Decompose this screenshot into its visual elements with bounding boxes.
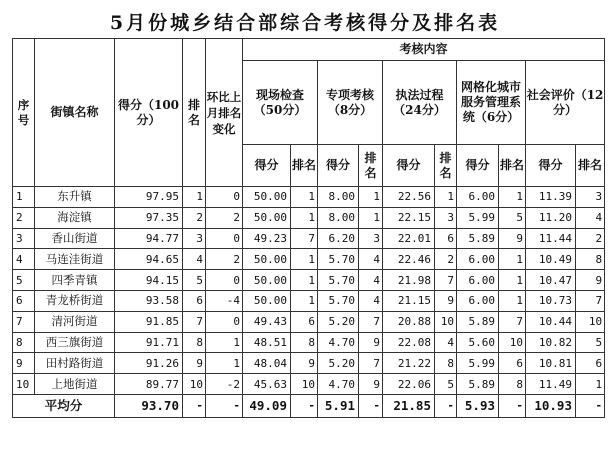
row-item-rank: 10: [499, 332, 526, 353]
row-item-rank: 10: [576, 311, 605, 332]
row-item-rank: 8: [291, 332, 318, 353]
row-item-rank: 10: [291, 374, 318, 395]
subheader-score: 得分: [318, 145, 359, 187]
row-rank-change: -4: [206, 290, 243, 311]
row-item-rank: 1: [359, 187, 383, 208]
row-item-score: 50.00: [243, 270, 291, 291]
row-seq: 4: [13, 249, 35, 270]
subheader-score: 得分: [457, 145, 499, 187]
header-onsite: 现场检查（50分）: [243, 61, 318, 145]
row-street-name: 清河街道: [35, 311, 115, 332]
table-row: [13, 270, 605, 291]
table-row: [13, 311, 605, 332]
row-item-score: 6.20: [318, 228, 359, 249]
row-item-rank: 8: [435, 353, 457, 374]
row-item-score: 8.00: [318, 207, 359, 228]
row-item-score: 20.88: [383, 311, 435, 332]
row-item-score: 11.49: [526, 374, 576, 395]
header-content: 考核内容: [243, 39, 605, 61]
row-item-score: 50.00: [243, 249, 291, 270]
row-item-score: 10.44: [526, 311, 576, 332]
row-item-score: 49.43: [243, 311, 291, 332]
table-row: [13, 290, 605, 311]
average-item-score: 49.09: [243, 394, 291, 417]
header-grid-system: 网格化城市服务管理系统（6分）: [457, 61, 526, 145]
row-item-score: 10.47: [526, 270, 576, 291]
row-rank: 6: [183, 290, 206, 311]
row-item-rank: 5: [435, 374, 457, 395]
average-item-rank: -: [359, 394, 383, 417]
row-item-rank: 4: [576, 207, 605, 228]
row-street-name: 香山街道: [35, 228, 115, 249]
average-item-score: 5.93: [457, 394, 499, 417]
average-item-score: 10.93: [526, 394, 576, 417]
row-item-score: 4.70: [318, 332, 359, 353]
row-seq: 10: [13, 374, 35, 395]
row-seq: 6: [13, 290, 35, 311]
row-seq: 2: [13, 207, 35, 228]
header-rank: 排名: [183, 39, 206, 187]
row-item-score: 22.15: [383, 207, 435, 228]
row-seq: 8: [13, 332, 35, 353]
row-item-rank: 6: [499, 353, 526, 374]
row-item-rank: 4: [359, 270, 383, 291]
row-item-rank: 4: [359, 290, 383, 311]
table-row: [13, 353, 605, 374]
row-item-score: 10.73: [526, 290, 576, 311]
row-item-rank: 1: [291, 290, 318, 311]
subheader-rank: 排名: [435, 145, 457, 187]
row-item-rank: 3: [435, 207, 457, 228]
subheader-score: 得分: [526, 145, 576, 187]
row-total-score: 91.85: [115, 311, 183, 332]
row-item-score: 11.39: [526, 187, 576, 208]
row-item-score: 22.06: [383, 374, 435, 395]
average-item-rank: -: [576, 394, 605, 417]
row-item-rank: 1: [291, 270, 318, 291]
table-row: [13, 207, 605, 228]
row-total-score: 93.58: [115, 290, 183, 311]
row-item-rank: 7: [576, 290, 605, 311]
row-item-score: 22.56: [383, 187, 435, 208]
row-rank: 7: [183, 311, 206, 332]
row-item-rank: 6: [435, 228, 457, 249]
row-seq: 5: [13, 270, 35, 291]
row-seq: 3: [13, 228, 35, 249]
row-item-score: 5.70: [318, 249, 359, 270]
header-special: 专项考核（8分）: [318, 61, 383, 145]
row-item-rank: 10: [435, 311, 457, 332]
row-rank-change: 1: [206, 353, 243, 374]
row-total-score: 91.26: [115, 353, 183, 374]
subheader-rank: 排名: [359, 145, 383, 187]
row-item-score: 5.89: [457, 374, 499, 395]
table-row: [13, 249, 605, 270]
row-item-score: 6.00: [457, 290, 499, 311]
subheader-rank: 排名: [576, 145, 605, 187]
row-total-score: 97.95: [115, 187, 183, 208]
row-item-rank: 9: [499, 228, 526, 249]
row-item-score: 10.81: [526, 353, 576, 374]
row-item-rank: 9: [359, 374, 383, 395]
row-item-score: 4.70: [318, 374, 359, 395]
row-item-rank: 9: [576, 270, 605, 291]
row-item-score: 22.46: [383, 249, 435, 270]
row-item-score: 50.00: [243, 290, 291, 311]
row-item-score: 8.00: [318, 187, 359, 208]
average-item-score: 5.91: [318, 394, 359, 417]
row-street-name: 上地街道: [35, 374, 115, 395]
row-rank: 1: [183, 187, 206, 208]
row-street-name: 青龙桥街道: [35, 290, 115, 311]
header-street: 街镇名称: [35, 39, 115, 187]
row-rank-change: 0: [206, 187, 243, 208]
row-item-score: 10.82: [526, 332, 576, 353]
subheader-score: 得分: [383, 145, 435, 187]
row-item-rank: 1: [499, 249, 526, 270]
row-rank-change: 0: [206, 270, 243, 291]
subheader-score: 得分: [243, 145, 291, 187]
row-item-rank: 7: [359, 311, 383, 332]
average-item-rank: -: [499, 394, 526, 417]
row-item-rank: 1: [576, 374, 605, 395]
row-item-rank: 7: [291, 228, 318, 249]
header-seq: 序号: [13, 39, 35, 187]
average-item-rank: -: [435, 394, 457, 417]
row-seq: 1: [13, 187, 35, 208]
row-item-score: 21.15: [383, 290, 435, 311]
row-item-score: 6.00: [457, 249, 499, 270]
row-item-rank: 1: [359, 207, 383, 228]
row-item-score: 50.00: [243, 207, 291, 228]
row-street-name: 马连洼街道: [35, 249, 115, 270]
average-rank: -: [183, 394, 206, 417]
average-label: 平均分: [13, 394, 115, 417]
row-rank-change: 0: [206, 228, 243, 249]
average-rank-change: -: [206, 394, 243, 417]
row-item-rank: 1: [291, 187, 318, 208]
row-rank: 8: [183, 332, 206, 353]
row-item-score: 11.20: [526, 207, 576, 228]
row-item-score: 45.63: [243, 374, 291, 395]
subheader-rank: 排名: [499, 145, 526, 187]
row-seq: 7: [13, 311, 35, 332]
average-item-rank: -: [291, 394, 318, 417]
row-item-rank: 5: [576, 332, 605, 353]
row-rank-change: 1: [206, 332, 243, 353]
header-social: 社会评价（12分）: [526, 61, 605, 145]
row-item-score: 49.23: [243, 228, 291, 249]
row-item-score: 11.44: [526, 228, 576, 249]
row-street-name: 四季青镇: [35, 270, 115, 291]
row-item-rank: 1: [291, 207, 318, 228]
row-rank: 10: [183, 374, 206, 395]
row-seq: 9: [13, 353, 35, 374]
row-item-rank: 6: [291, 311, 318, 332]
subheader-rank: 排名: [291, 145, 318, 187]
header-rank-change: 环比上月排名变化: [206, 39, 243, 187]
row-rank-change: 2: [206, 207, 243, 228]
row-item-rank: 1: [435, 187, 457, 208]
average-item-score: 21.85: [383, 394, 435, 417]
score-table: [12, 38, 605, 418]
row-item-score: 5.89: [457, 228, 499, 249]
table-row: [13, 374, 605, 395]
row-total-score: 94.77: [115, 228, 183, 249]
row-item-rank: 9: [435, 290, 457, 311]
header-enforcement: 执法过程（24分）: [383, 61, 457, 145]
row-street-name: 东升镇: [35, 187, 115, 208]
row-street-name: 田村路街道: [35, 353, 115, 374]
row-item-rank: 2: [435, 249, 457, 270]
row-item-score: 6.00: [457, 187, 499, 208]
row-item-score: 22.08: [383, 332, 435, 353]
row-item-score: 21.22: [383, 353, 435, 374]
table-row: [13, 332, 605, 353]
row-item-rank: 8: [499, 374, 526, 395]
row-total-score: 94.15: [115, 270, 183, 291]
row-item-rank: 4: [435, 332, 457, 353]
row-item-score: 22.01: [383, 228, 435, 249]
row-item-score: 5.70: [318, 270, 359, 291]
table-row: [13, 228, 605, 249]
row-item-rank: 1: [499, 270, 526, 291]
row-total-score: 89.77: [115, 374, 183, 395]
row-item-score: 6.00: [457, 270, 499, 291]
average-row: [13, 394, 605, 417]
header-score: 得分（100分）: [115, 39, 183, 187]
average-total-score: 93.70: [115, 394, 183, 417]
row-item-score: 5.99: [457, 207, 499, 228]
row-rank: 9: [183, 353, 206, 374]
row-item-rank: 1: [291, 249, 318, 270]
row-item-score: 5.20: [318, 311, 359, 332]
row-item-score: 5.70: [318, 290, 359, 311]
row-item-rank: 6: [576, 353, 605, 374]
row-item-score: 10.49: [526, 249, 576, 270]
row-item-rank: 1: [499, 187, 526, 208]
row-item-rank: 4: [359, 249, 383, 270]
row-item-rank: 2: [576, 228, 605, 249]
row-street-name: 海淀镇: [35, 207, 115, 228]
row-rank-change: 2: [206, 249, 243, 270]
page-title: 5月份城乡结合部综合考核得分及排名表: [109, 12, 501, 34]
row-item-score: 48.04: [243, 353, 291, 374]
row-item-score: 5.89: [457, 311, 499, 332]
row-item-rank: 9: [359, 332, 383, 353]
row-item-rank: 7: [359, 353, 383, 374]
row-rank-change: 0: [206, 311, 243, 332]
row-item-rank: 9: [291, 353, 318, 374]
row-total-score: 91.71: [115, 332, 183, 353]
row-total-score: 94.65: [115, 249, 183, 270]
row-item-rank: 1: [499, 290, 526, 311]
row-item-score: 50.00: [243, 187, 291, 208]
row-rank: 4: [183, 249, 206, 270]
row-street-name: 西三旗街道: [35, 332, 115, 353]
row-item-rank: 3: [576, 187, 605, 208]
row-rank: 2: [183, 207, 206, 228]
row-total-score: 97.35: [115, 207, 183, 228]
row-item-score: 5.99: [457, 353, 499, 374]
row-item-rank: 7: [499, 311, 526, 332]
row-item-rank: 8: [576, 249, 605, 270]
row-item-rank: 5: [499, 207, 526, 228]
row-item-score: 5.20: [318, 353, 359, 374]
row-item-rank: 7: [435, 270, 457, 291]
row-rank-change: -2: [206, 374, 243, 395]
table-row: [13, 187, 605, 208]
row-rank: 3: [183, 228, 206, 249]
row-rank: 5: [183, 270, 206, 291]
row-item-score: 5.60: [457, 332, 499, 353]
row-item-score: 48.51: [243, 332, 291, 353]
row-item-score: 21.98: [383, 270, 435, 291]
row-item-rank: 3: [359, 228, 383, 249]
